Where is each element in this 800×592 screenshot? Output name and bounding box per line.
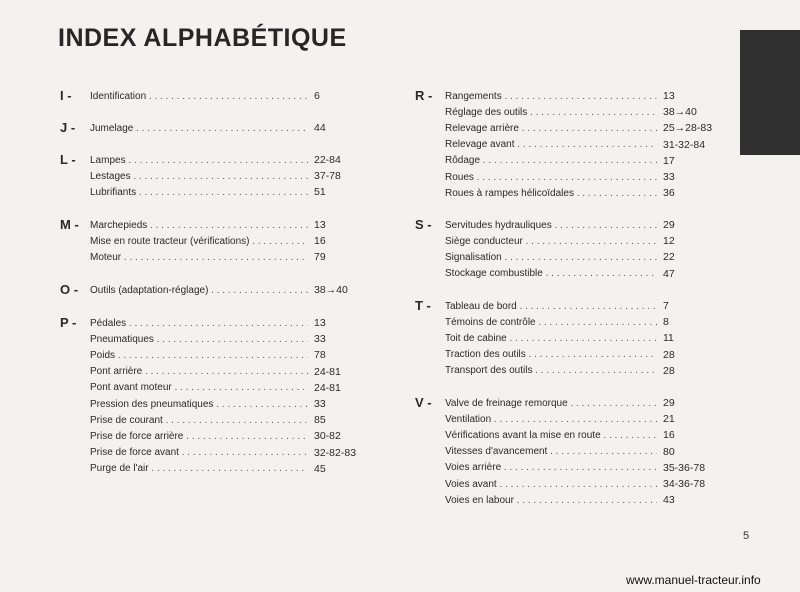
entry-label: Lampes . . . bbox=[90, 155, 308, 166]
entry-page-ref: 13 bbox=[314, 317, 326, 330]
index-entry bbox=[90, 152, 341, 168]
entry-page-ref: 21 bbox=[663, 413, 675, 426]
index-entry bbox=[445, 476, 705, 492]
entry-page-ref: 33 bbox=[314, 333, 326, 346]
entry-page-ref: 24-81 bbox=[314, 381, 341, 394]
index-letter: S - bbox=[415, 217, 432, 232]
entry-label: Servitudes hydrauliques . . . bbox=[445, 220, 657, 231]
index-letter: V - bbox=[415, 395, 432, 410]
index-entry bbox=[90, 347, 356, 363]
entry-label: Poids . . . bbox=[90, 350, 308, 361]
entry-page-ref: 24-81 bbox=[314, 365, 341, 378]
index-letter: T - bbox=[415, 298, 431, 313]
index-entry bbox=[445, 169, 712, 185]
entry-page-ref: 51 bbox=[314, 186, 326, 199]
index-entry bbox=[90, 120, 326, 136]
index-entry bbox=[445, 266, 675, 282]
entry-page-ref: 13 bbox=[314, 219, 326, 232]
entry-label: Mise en route tracteur (vérifications) . . . bbox=[90, 236, 308, 247]
entry-label: Purge de l'air . . . bbox=[90, 463, 308, 474]
index-entry bbox=[90, 315, 356, 331]
entry-label: Pont arrière . . . bbox=[90, 366, 308, 377]
index-entry bbox=[90, 168, 341, 184]
entry-label: Transport des outils . . . bbox=[445, 365, 657, 376]
index-entry bbox=[90, 445, 356, 461]
index-entries bbox=[445, 217, 675, 282]
index-entry bbox=[90, 88, 320, 104]
index-entry bbox=[445, 347, 675, 363]
index-entry bbox=[445, 411, 705, 427]
index-entries bbox=[90, 217, 326, 266]
entry-page-ref: 6 bbox=[314, 90, 320, 103]
entry-label: Signalisation . . . bbox=[445, 252, 657, 263]
entry-label: Identification . . . bbox=[90, 91, 308, 102]
index-letter: I - bbox=[60, 88, 72, 103]
entry-page-ref: 33 bbox=[663, 171, 675, 184]
index-entry bbox=[445, 427, 705, 443]
entry-label: Roues à rampes hélicoïdales . . . bbox=[445, 188, 657, 199]
page-title: INDEX ALPHABÉTIQUE bbox=[58, 24, 347, 52]
entry-label: Toit de cabine . . . bbox=[445, 333, 657, 344]
entry-page-ref: 85 bbox=[314, 414, 326, 427]
index-entry bbox=[90, 249, 326, 265]
index-group bbox=[415, 395, 705, 508]
entry-page-ref: 38→40 bbox=[314, 284, 348, 297]
entry-label: Rôdage . . . bbox=[445, 155, 657, 166]
entry-label: Relevage avant . . . bbox=[445, 139, 657, 150]
index-entries bbox=[90, 152, 341, 201]
entry-label: Outils (adaptation-réglage) . . . bbox=[90, 285, 308, 296]
entry-page-ref: 33 bbox=[314, 398, 326, 411]
entry-label: Voies en labour . . . bbox=[445, 495, 657, 506]
index-entry bbox=[445, 137, 712, 153]
entry-label: Pneumatiques . . . bbox=[90, 334, 308, 345]
index-letter: O - bbox=[60, 282, 79, 297]
entry-page-ref: 28 bbox=[663, 348, 675, 361]
index-entries bbox=[445, 395, 705, 508]
section-tab-marker bbox=[740, 30, 800, 155]
entry-page-ref: 8 bbox=[663, 316, 669, 329]
entry-label: Pression des pneumatiques . . . bbox=[90, 399, 308, 410]
entry-label: Lestages . . . bbox=[90, 171, 308, 182]
index-group bbox=[415, 88, 712, 201]
index-entry bbox=[90, 428, 356, 444]
entry-label: Moteur . . . bbox=[90, 252, 308, 263]
entry-page-ref: 78 bbox=[314, 349, 326, 362]
index-letter: R - bbox=[415, 88, 433, 103]
entry-label: Prise de force avant . . . bbox=[90, 447, 308, 458]
index-entry bbox=[90, 331, 356, 347]
page-number: 5 bbox=[743, 530, 750, 542]
index-entries bbox=[90, 282, 348, 298]
index-entry bbox=[90, 233, 326, 249]
index-entries bbox=[445, 298, 675, 379]
entry-page-ref: 17 bbox=[663, 154, 675, 167]
entry-label: Roues . . . bbox=[445, 172, 657, 183]
entry-page-ref: 29 bbox=[663, 219, 675, 232]
index-group bbox=[415, 298, 675, 379]
index-entry bbox=[445, 395, 705, 411]
entry-label: Traction des outils . . . bbox=[445, 349, 657, 360]
index-letter: J - bbox=[60, 120, 76, 135]
entry-page-ref: 22 bbox=[663, 251, 675, 264]
index-entry bbox=[445, 460, 705, 476]
entry-page-ref: 7 bbox=[663, 300, 669, 313]
index-entry bbox=[445, 185, 712, 201]
index-group bbox=[60, 152, 341, 201]
index-group bbox=[60, 120, 326, 136]
index-entry bbox=[445, 88, 712, 104]
entry-page-ref: 31-32-84 bbox=[663, 138, 706, 151]
index-entry bbox=[90, 184, 341, 200]
entry-label: Rangements . . . bbox=[445, 91, 657, 102]
entry-label: Voies arrière . . . bbox=[445, 462, 657, 473]
entry-label: Voies avant . . . bbox=[445, 479, 657, 490]
index-group bbox=[60, 217, 326, 266]
entry-page-ref: 37-78 bbox=[314, 170, 341, 183]
index-letter: M - bbox=[60, 217, 79, 232]
index-entry bbox=[445, 314, 675, 330]
entry-label: Pédales . . . bbox=[90, 318, 308, 329]
entry-page-ref: 11 bbox=[663, 332, 674, 345]
index-group bbox=[60, 88, 320, 104]
index-group bbox=[60, 315, 356, 477]
entry-label: Ventilation . . . bbox=[445, 414, 657, 425]
index-entry bbox=[445, 298, 675, 314]
entry-label: Stockage combustible . . . bbox=[445, 268, 657, 279]
entry-label: Témoins de contrôle . . . bbox=[445, 317, 657, 328]
index-entry bbox=[90, 364, 356, 380]
index-entry bbox=[90, 461, 356, 477]
entry-label: Relevage arrière . . . bbox=[445, 123, 657, 134]
entry-page-ref: 22-84 bbox=[314, 154, 341, 167]
entry-label: Prise de force arrière . . . bbox=[90, 431, 308, 442]
entry-page-ref: 80 bbox=[663, 445, 675, 458]
index-entry bbox=[90, 412, 356, 428]
entry-label: Valve de freinage remorque . . . bbox=[445, 398, 657, 409]
entry-page-ref: 16 bbox=[663, 429, 675, 442]
watermark-url[interactable]: www.manuel-tracteur.info bbox=[626, 573, 761, 587]
index-entry bbox=[445, 217, 675, 233]
index-entries bbox=[90, 315, 356, 477]
index-entry bbox=[90, 217, 326, 233]
index-entry bbox=[90, 380, 356, 396]
entry-page-ref: 38→40 bbox=[663, 106, 697, 119]
entry-label: Lubrifiants . . . bbox=[90, 187, 308, 198]
index-entry bbox=[90, 282, 348, 298]
entry-label: Siège conducteur . . . bbox=[445, 236, 657, 247]
entry-label: Vitesses d'avancement . . . bbox=[445, 446, 657, 457]
index-group bbox=[415, 217, 675, 282]
entry-label: Marchepieds . . . bbox=[90, 220, 308, 231]
entry-page-ref: 47 bbox=[663, 267, 675, 280]
entry-label: Vérifications avant la mise en route . . . bbox=[445, 430, 657, 441]
entry-page-ref: 29 bbox=[663, 397, 675, 410]
index-letter: P - bbox=[60, 315, 77, 330]
entry-page-ref: 36 bbox=[663, 187, 675, 200]
index-entry bbox=[445, 153, 712, 169]
entry-page-ref: 45 bbox=[314, 462, 326, 475]
index-entry bbox=[445, 233, 675, 249]
index-entry bbox=[445, 104, 712, 120]
entry-page-ref: 43 bbox=[663, 494, 675, 507]
index-group bbox=[60, 282, 348, 298]
entry-label: Jumelage . . . bbox=[90, 123, 308, 134]
index-entry bbox=[445, 120, 712, 136]
index-letter: L - bbox=[60, 152, 76, 167]
index-entry bbox=[445, 249, 675, 265]
index-entries bbox=[90, 120, 326, 136]
entry-page-ref: 44 bbox=[314, 122, 326, 135]
entry-label: Prise de courant . . . bbox=[90, 415, 308, 426]
index-entry bbox=[445, 444, 705, 460]
index-entry bbox=[445, 330, 675, 346]
entry-label: Réglage des outils . . . bbox=[445, 107, 657, 118]
entry-label: Tableau de bord . . . bbox=[445, 301, 657, 312]
entry-page-ref: 35-36-78 bbox=[663, 461, 706, 474]
entry-page-ref: 30-82 bbox=[314, 430, 341, 443]
entry-page-ref: 16 bbox=[314, 235, 326, 248]
entry-page-ref: 32-82-83 bbox=[314, 446, 357, 459]
index-entry bbox=[90, 396, 356, 412]
entry-page-ref: 13 bbox=[663, 90, 675, 103]
entry-page-ref: 28 bbox=[663, 364, 675, 377]
index-entry bbox=[445, 363, 675, 379]
entry-page-ref: 12 bbox=[663, 235, 675, 248]
entry-page-ref: 79 bbox=[314, 251, 326, 264]
entry-page-ref: 34-36-78 bbox=[663, 478, 706, 491]
index-entry bbox=[445, 492, 705, 508]
index-entries bbox=[90, 88, 320, 104]
entry-page-ref: 25→28-83 bbox=[663, 122, 713, 135]
index-entries bbox=[445, 88, 712, 201]
entry-label: Pont avant moteur . . . bbox=[90, 382, 308, 393]
